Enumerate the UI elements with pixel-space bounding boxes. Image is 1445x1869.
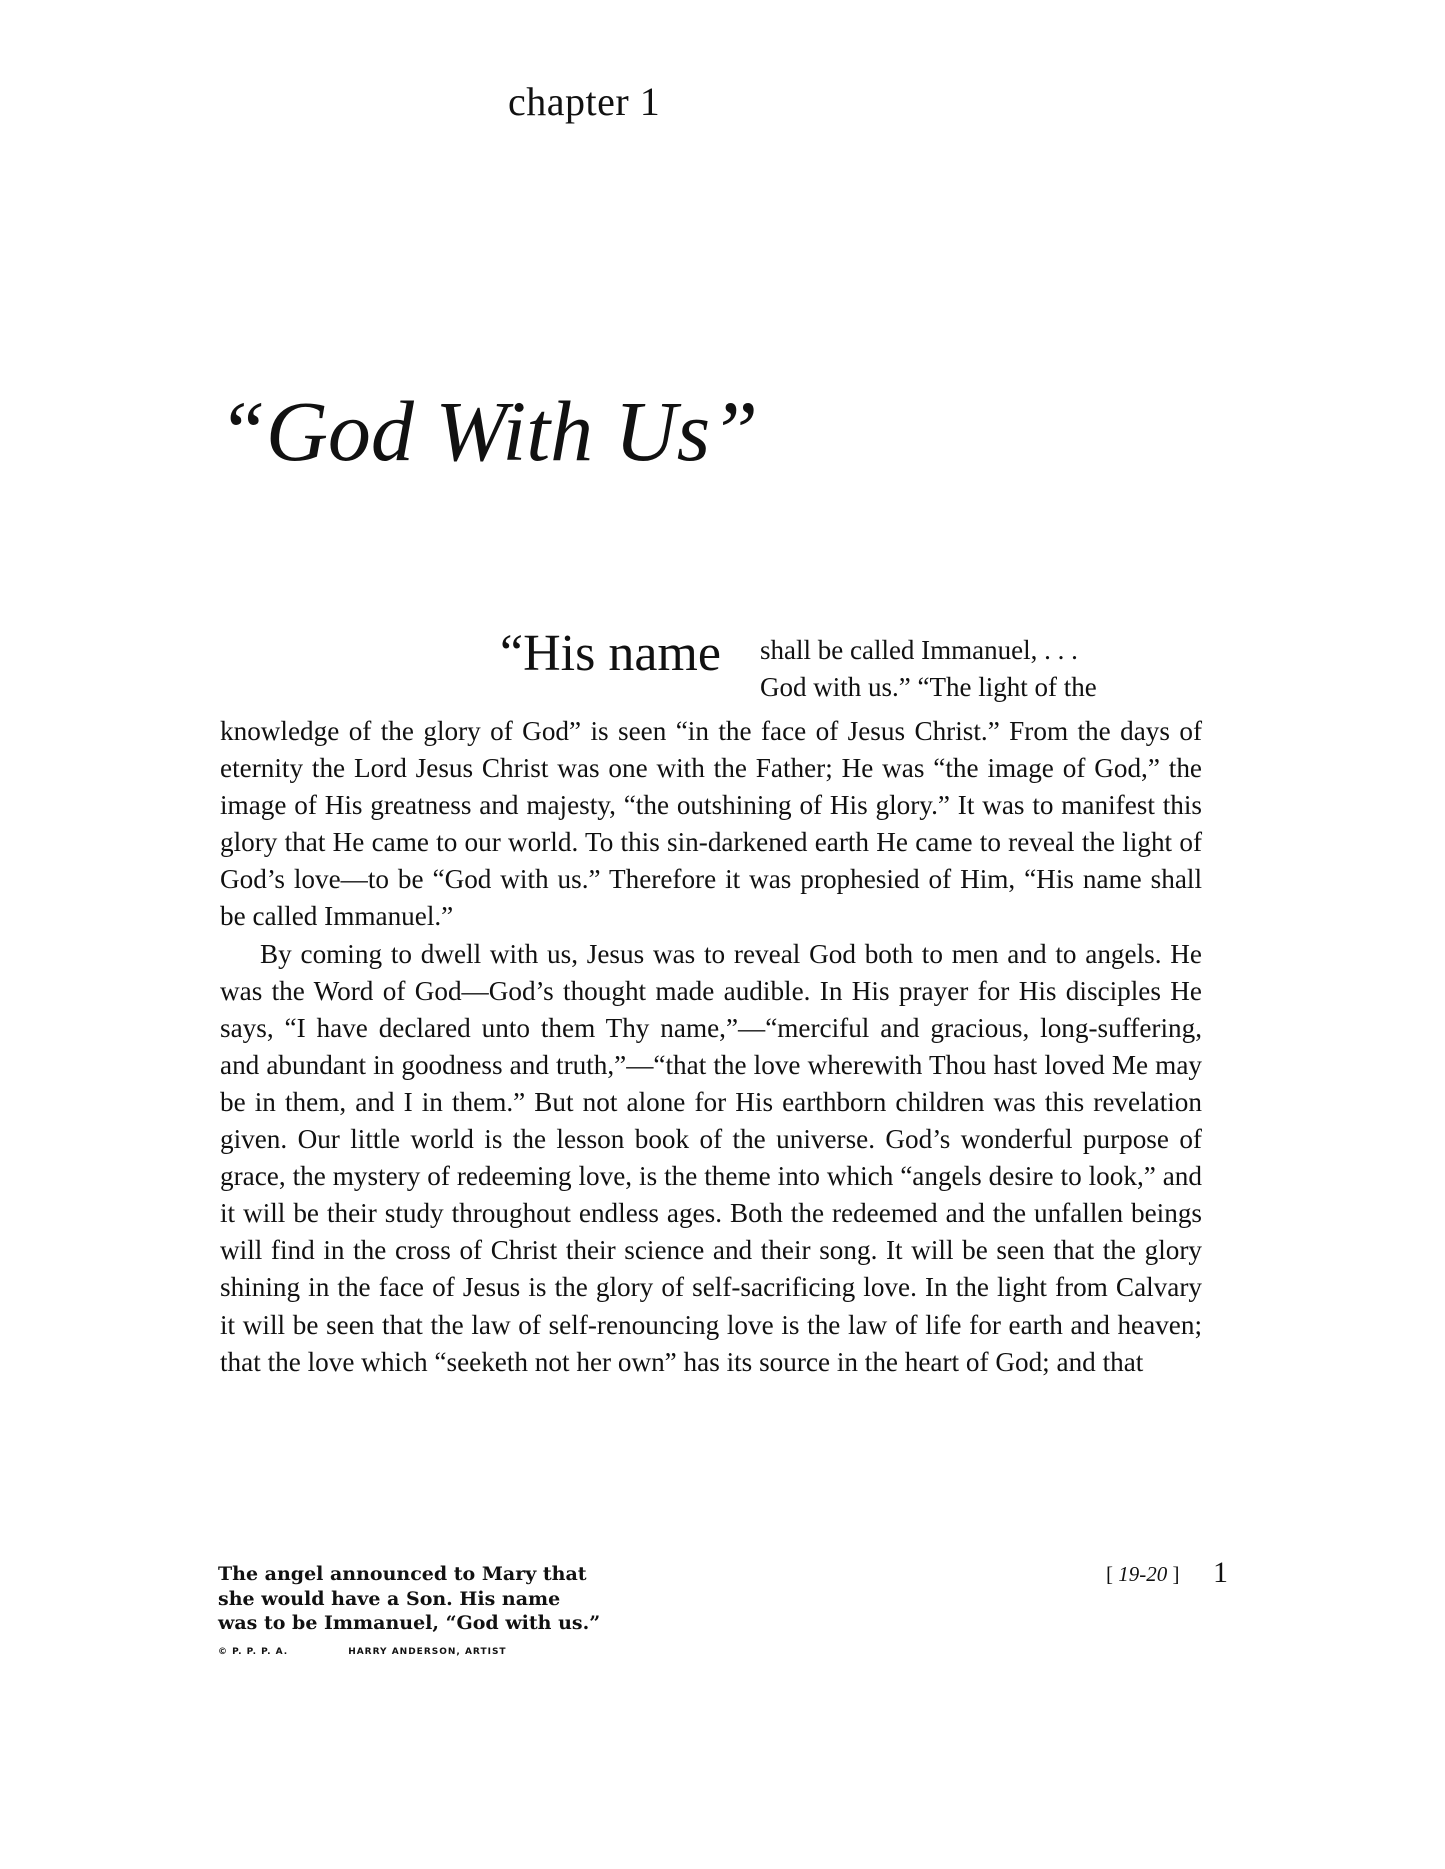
caption-line-3: was to be Immanuel, “God with us.” (218, 1612, 601, 1634)
opening-line-2: God with us.” “The light of the (760, 672, 1097, 702)
page-number: 1 (1213, 1556, 1228, 1589)
page-ref-pages: 19-20 (1118, 1562, 1168, 1586)
artist-credit: HARRY ANDERSON, ARTIST (348, 1647, 507, 1657)
opening-lines (500, 625, 1200, 708)
paragraph-1: knowledge of the glory of God” is seen “in the face of Jesus Christ.” From the days of eternity the Lord Jesus Christ was one with the Father; He was “the image of God,” the image of His greatness and majesty, “the outshining of His glory.” It was to manifest this glory that He came to our world. To this sin-darkened earth He came to reveal the light of God’s love—to be “God with us.” Therefore it was prophesied of Him, “His name shall be called Immanuel.” (220, 716, 1202, 932)
caption-line-2: she would have a Son. His name (218, 1587, 561, 1610)
copyright-notice: © P. P. P. A. (218, 1647, 289, 1657)
opening-line-1: shall be called Immanuel, . . . (760, 635, 1078, 665)
chapter-label: chapter 1 (508, 79, 661, 124)
caption-line-1: The angel announced to Mary that (218, 1563, 587, 1585)
illustration-caption (218, 1562, 600, 1636)
page-ref-close: ] (1167, 1562, 1180, 1586)
page-reference (1106, 1562, 1180, 1587)
page-ref-open: [ (1106, 1562, 1119, 1586)
body-text (220, 713, 1202, 1381)
paragraph-2: By coming to dwell with us, Jesus was to reveal God both to men and to angels. He was the Word of God—God’s thought made audible. In His prayer for His disciples He says, “I have declared unto them Thy name,”—“merciful and gracious, long-suffering, and abundant in goodness and truth,”—“that the love wherewith Thou hast loved Me may be in them, and I in them.” But not alone for His earthborn children was this revelation given. Our little world is the lesson book of the universe. God’s wonderful purpose of grace, the mystery of redeeming love, is the theme into which “angels desire to look,” and it will be their study throughout endless ages. Both the redeemed and the unfallen beings will find in the cross of Christ their science and their song. It will be seen that the glory shining in the face of Jesus is the glory of self-sacrificing love. In the light from Calvary it will be seen that the law of self-renouncing love is the law of life for earth and heaven; that the love which “seeketh not her own” has its source in the heart of God; and that (220, 938, 1202, 1377)
opening-lead: “His name (500, 625, 721, 682)
illustration-credits (218, 1647, 507, 1657)
chapter-title: “God With Us” (218, 383, 759, 479)
